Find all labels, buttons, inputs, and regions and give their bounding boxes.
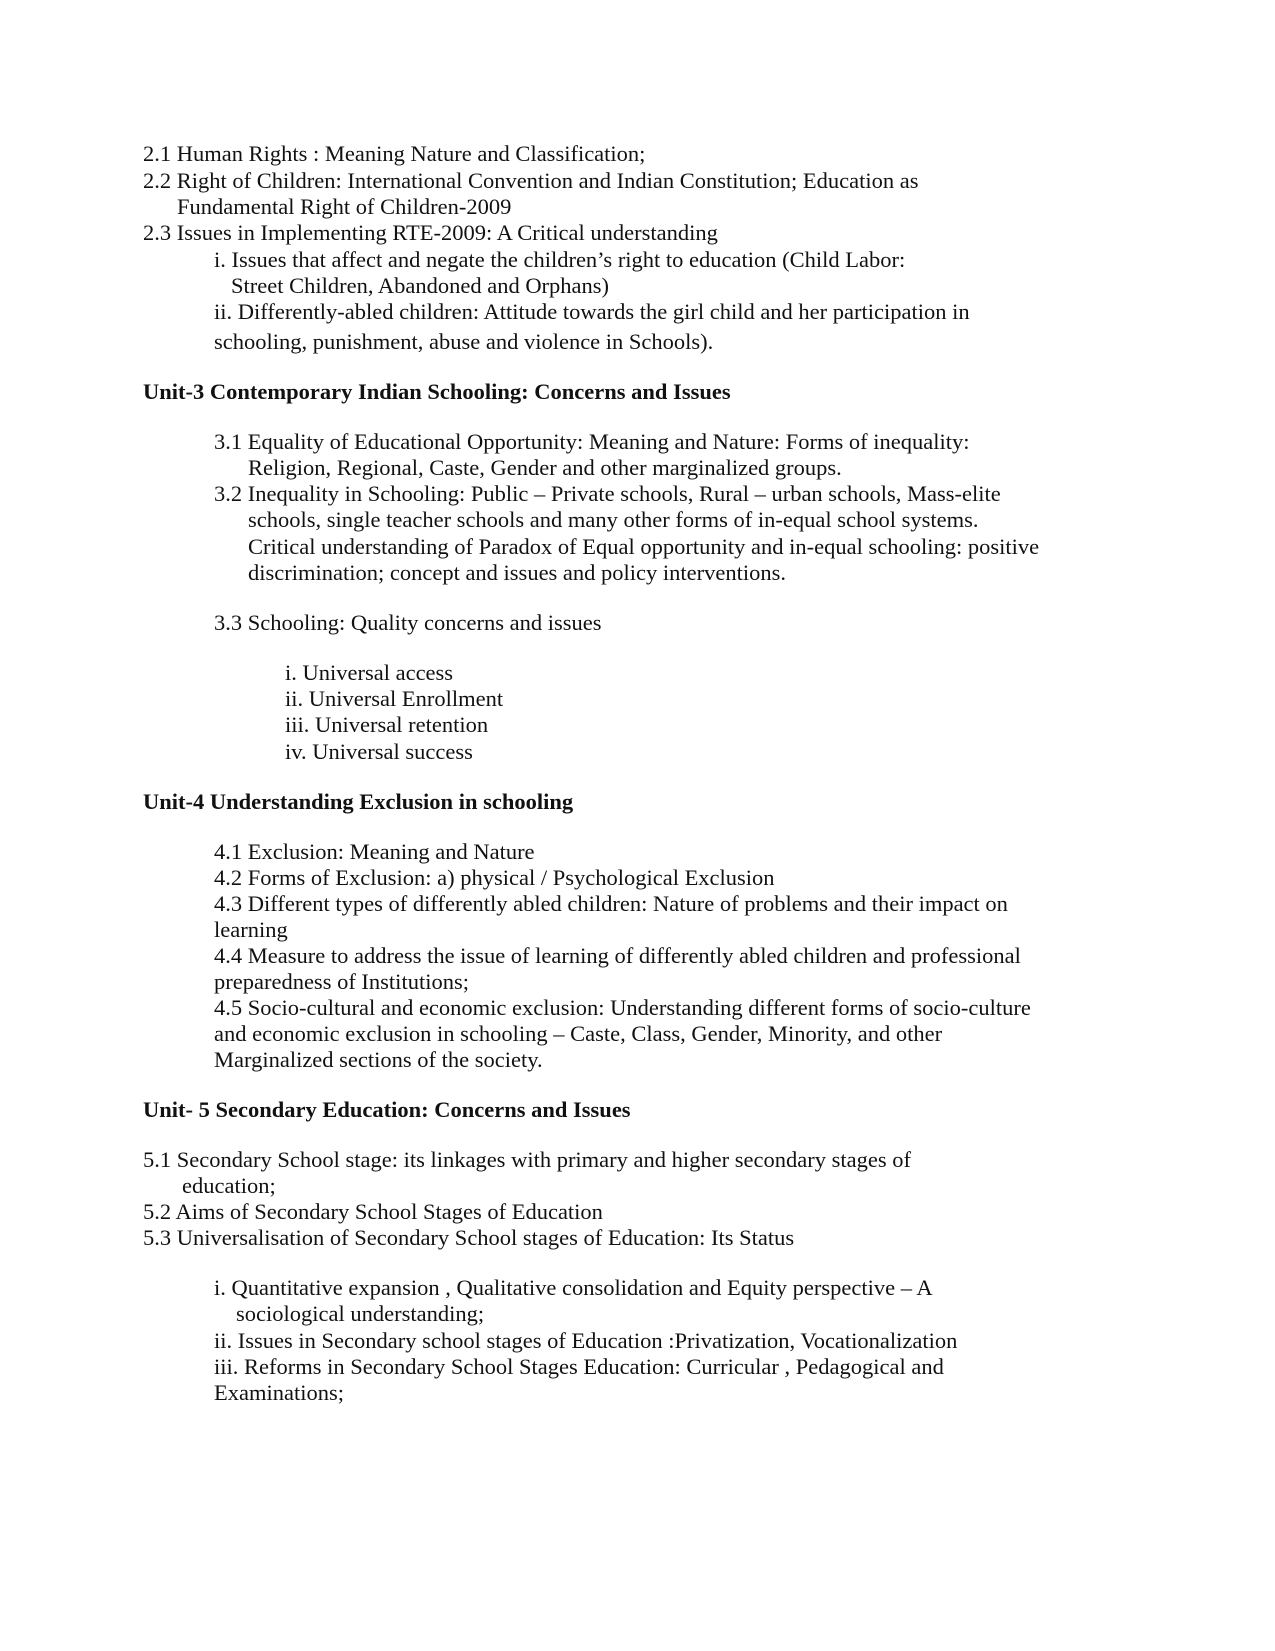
item-4-1: 4.1 Exclusion: Meaning and Nature [214, 839, 535, 864]
item-5-3-sub-iii-line2: Examinations; [214, 1380, 344, 1405]
list-item: ii. Universal Enrollment [285, 686, 504, 711]
item-5-3: 5.3 Universalisation of Secondary School stages of Education: Its Status [143, 1225, 795, 1250]
item-2-3-sub-ii-line1: ii. Differently-abled children: Attitude towards the girl child and her participation in [214, 299, 970, 324]
item-2-3-sub-i-line1: i. Issues that affect and negate the children’s right to education (Child Labor: [214, 247, 906, 272]
item-5-3-sub-ii: ii. Issues in Secondary school stages of Education :Privatization, Vocationalization [214, 1328, 958, 1353]
item-3-2-line1: 3.2 Inequality in Schooling: Public – Private schools, Rural – urban schools, Mass-elite [214, 481, 1001, 506]
list-item: i. Universal access [285, 660, 454, 685]
item-5-1-line2: education; [182, 1173, 276, 1198]
item-3-2-line3: Critical understanding of Paradox of Equal opportunity and in-equal schooling: positive [248, 534, 1040, 559]
item-3-2-line4: discrimination; concept and issues and policy interventions. [248, 560, 787, 585]
list-item: iv. Universal success [285, 739, 473, 764]
item-5-2: 5.2 Aims of Secondary School Stages of Education [143, 1199, 603, 1224]
item-2-1: 2.1 Human Rights : Meaning Nature and Classification; [143, 141, 646, 166]
item-2-3-sub-i-line2: Street Children, Abandoned and Orphans) [231, 273, 610, 298]
unit-4-heading: Unit-4 Understanding Exclusion in schooling [143, 789, 574, 814]
item-4-5-line2: and economic exclusion in schooling – Caste, Class, Gender, Minority, and other [214, 1021, 943, 1046]
item-3-1-line1: 3.1 Equality of Educational Opportunity: Meaning and Nature: Forms of inequality: [214, 429, 970, 454]
item-4-4-line2: preparedness of Institutions; [214, 969, 469, 994]
item-2-2-line2: Fundamental Right of Children-2009 [177, 194, 512, 219]
item-4-3-line2: learning [214, 917, 288, 942]
item-4-4-line1: 4.4 Measure to address the issue of learning of differently abled children and professional [214, 943, 1021, 968]
item-5-3-sub-iii-line1: iii. Reforms in Secondary School Stages Education: Curricular , Pedagogical and [214, 1354, 944, 1379]
item-2-2-line1: 2.2 Right of Children: International Convention and Indian Constitution; Education as [143, 168, 919, 193]
item-4-3-line1: 4.3 Different types of differently abled children: Nature of problems and their impact on [214, 891, 1008, 916]
item-4-5-line1: 4.5 Socio-cultural and economic exclusion: Understanding different forms of socio-culture [214, 995, 1031, 1020]
item-3-1-line2: Religion, Regional, Caste, Gender and other marginalized groups. [248, 455, 842, 480]
item-2-3: 2.3 Issues in Implementing RTE-2009: A Critical understanding [143, 220, 718, 245]
unit-5-heading: Unit- 5 Secondary Education: Concerns and Issues [143, 1097, 631, 1122]
list-item: iii. Universal retention [285, 712, 489, 737]
item-5-1-line1: 5.1 Secondary School stage: its linkages with primary and higher secondary stages of [143, 1147, 911, 1172]
item-5-3-sub-i-line2: sociological understanding; [236, 1301, 485, 1326]
item-3-2-line2: schools, single teacher schools and many other forms of in-equal school systems. [248, 507, 979, 532]
item-2-3-sub-ii-line2: schooling, punishment, abuse and violence in Schools). [214, 329, 714, 354]
item-3-3: 3.3 Schooling: Quality concerns and issues [214, 610, 602, 635]
unit-3-heading: Unit-3 Contemporary Indian Schooling: Concerns and Issues [143, 379, 731, 404]
item-4-5-line3: Marginalized sections of the society. [214, 1047, 543, 1072]
item-4-2: 4.2 Forms of Exclusion: a) physical / Psychological Exclusion [214, 865, 775, 890]
item-5-3-sub-i-line1: i. Quantitative expansion , Qualitative consolidation and Equity perspective – A [214, 1275, 933, 1300]
